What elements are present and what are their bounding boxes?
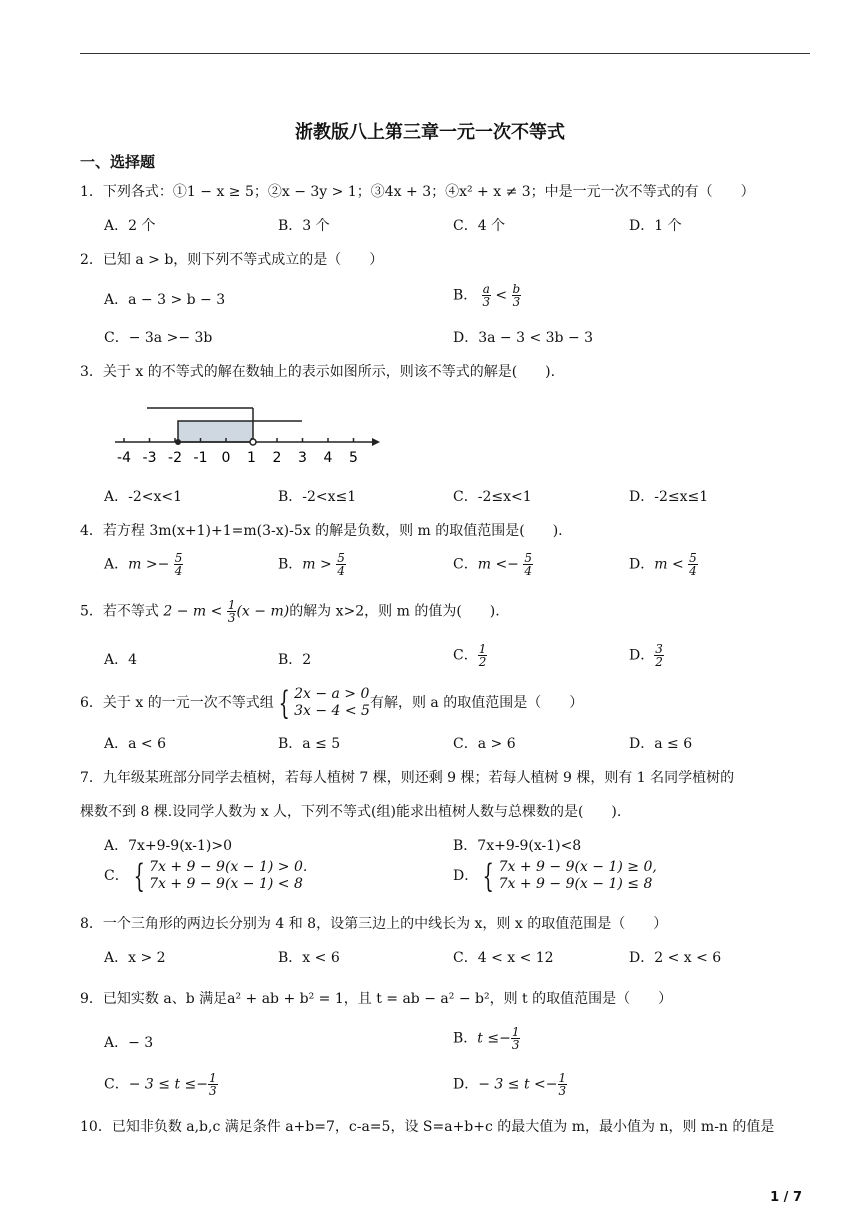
page-title: 浙教版八上第三章一元一次不等式: [295, 122, 565, 143]
q1-stem: 1．下列各式：①1 − x ≥ 5；②x − 3y > 1；③4x + 3；④x² + x ≠ 3；中是一元一次不等式的有（ ）: [80, 184, 755, 200]
tick-label: 3: [298, 450, 307, 466]
q1-option-c: C．4 个: [453, 218, 506, 234]
tick-label: 5: [349, 450, 358, 466]
section-heading: 一、选择题: [80, 153, 156, 171]
q9-stem: 9．已知实数 a、b 满足a² + ab + b² = 1，且 t = ab − a² − b²，则 t 的取值范围是（ ）: [80, 991, 673, 1007]
q4-stem: 4．若方程 3m(x+1)+1=m(3-x)-5x 的解是负数，则 m 的取值范围是( ).: [80, 523, 563, 539]
q9-option-a: A．− 3: [104, 1035, 154, 1051]
q2-option-b-label: B．: [453, 287, 478, 304]
q7-stem-line1: 7．九年级某班部分同学去植树，若每人植树 7 棵，则还剩 9 棵；若每人植树 9 棵，则有 1 名同学植树的: [80, 770, 735, 786]
q9-option-b: B．t ≤− $\frac{1}{3}$: [453, 1025, 520, 1052]
q4-option-d: D．m < $\frac{5}{4}$: [629, 551, 697, 578]
q10-stem: 10．已知非负数 a,b,c 满足条件 a+b=7，c-a=5，设 S=a+b+c 的最大值为 m，最小值为 n，则 m-n 的值是: [80, 1119, 775, 1135]
q8-option-d: D．2 < x < 6: [629, 950, 722, 966]
number-line-figure: [110, 400, 380, 470]
shaded-interval: [178, 421, 253, 442]
q4-option-c: C．m <− $\frac{5}{4}$: [453, 551, 532, 578]
q5-stem: 5．若不等式 2 − m < $\frac{1}{3}$ (x − m)的解为 x>2，则 m 的值为( ).: [80, 598, 500, 625]
q9-option-d: D．− 3 ≤ t <− $\frac{1}{3}$: [453, 1071, 567, 1098]
tick-label: -4: [117, 450, 131, 466]
tick-label: 4: [323, 450, 333, 466]
q2-b-frac-left: $\frac{a}{3}$: [482, 282, 491, 309]
q6-option-b: B．a ≤ 5: [278, 736, 341, 752]
q8-option-a: A．x > 2: [104, 950, 166, 966]
q3-option-d: D．-2≤x≤1: [629, 489, 709, 505]
q1-option-b: B．3 个: [278, 218, 330, 234]
q6-option-c: C．a > 6: [453, 736, 516, 752]
tick-label: 1: [247, 450, 256, 466]
q2-option-d: D．3a − 3 < 3b − 3: [453, 330, 594, 346]
q6-stem: 6．关于 x 的一元一次不等式组 { 2x − a > 0 3x − 4 < 5 有解，则 a 的取值范围是（ ）: [80, 683, 584, 722]
q7-stem-line2: 棵数不到 8 棵.设同学人数为 x 人，下列不等式(组)能求出植树人数与总棵数的是( ).: [80, 804, 622, 820]
header-rule: [80, 53, 810, 54]
q2-option-c: C．− 3a >− 3b: [104, 330, 213, 346]
q3-option-c: C．-2≤x<1: [453, 489, 532, 505]
axis-arrow: [372, 438, 380, 446]
q7-option-a: A．7x+9-9(x-1)>0: [104, 838, 233, 854]
q5-option-c: C． $\frac{1}{2}$: [453, 642, 487, 669]
q1-option-a: A．2 个: [104, 218, 156, 234]
tick-label: -1: [193, 450, 208, 466]
tick-label: 0: [221, 450, 231, 466]
q3-option-a: A．-2<x<1: [104, 489, 183, 505]
q8-stem: 8．一个三角形的两边长分别为 4 和 8，设第三边上的中线长为 x，则 x 的取值范围是（ ）: [80, 916, 668, 932]
q4-option-a: A．m >− $\frac{5}{4}$: [104, 551, 183, 578]
q8-option-b: B．x < 6: [278, 950, 340, 966]
q7-option-d: D． { 7x + 9 − 9(x − 1) ≥ 0, 7x + 9 − 9(x − 1) ≤ 8: [453, 856, 657, 895]
closed-endpoint: [175, 439, 181, 445]
q2-option-b: [453, 283, 521, 308]
q2-b-frac-right: $\frac{b}{3}$: [512, 282, 521, 309]
q6-option-a: A．a < 6: [104, 736, 166, 752]
q6-option-d: D．a ≤ 6: [629, 736, 693, 752]
page-number: 1 / 7: [770, 1190, 802, 1205]
q5-option-a: A．4: [104, 652, 138, 668]
q2-b-op: <: [495, 287, 508, 304]
tick-label: 2: [272, 450, 282, 466]
tick-label: -3: [142, 450, 157, 466]
q9-option-c: C．− 3 ≤ t ≤− $\frac{1}{3}$: [104, 1071, 217, 1098]
q2-stem: 2．已知 a > b，则下列不等式成立的是（ ）: [80, 252, 384, 268]
q5-option-b: B．2: [278, 652, 312, 668]
q3-option-b: B．-2<x≤1: [278, 489, 357, 505]
q8-option-c: C．4 < x < 12: [453, 950, 554, 966]
q3-stem: 3．关于 x 的不等式的解在数轴上的表示如图所示，则该不等式的解是( ).: [80, 364, 556, 380]
q4-option-b: B．m > $\frac{5}{4}$: [278, 551, 345, 578]
q7-option-b: B．7x+9-9(x-1)<8: [453, 838, 582, 854]
q5-option-d: D． $\frac{3}{2}$: [629, 642, 663, 669]
open-endpoint: [250, 439, 256, 445]
q2-option-a: A．a − 3 > b − 3: [104, 292, 226, 308]
q1-option-d: D．1 个: [629, 218, 682, 234]
tick-label: -2: [168, 450, 182, 466]
q7-option-c: C． { 7x + 9 − 9(x − 1) > 0. 7x + 9 − 9(x − 1) < 8: [104, 856, 308, 895]
